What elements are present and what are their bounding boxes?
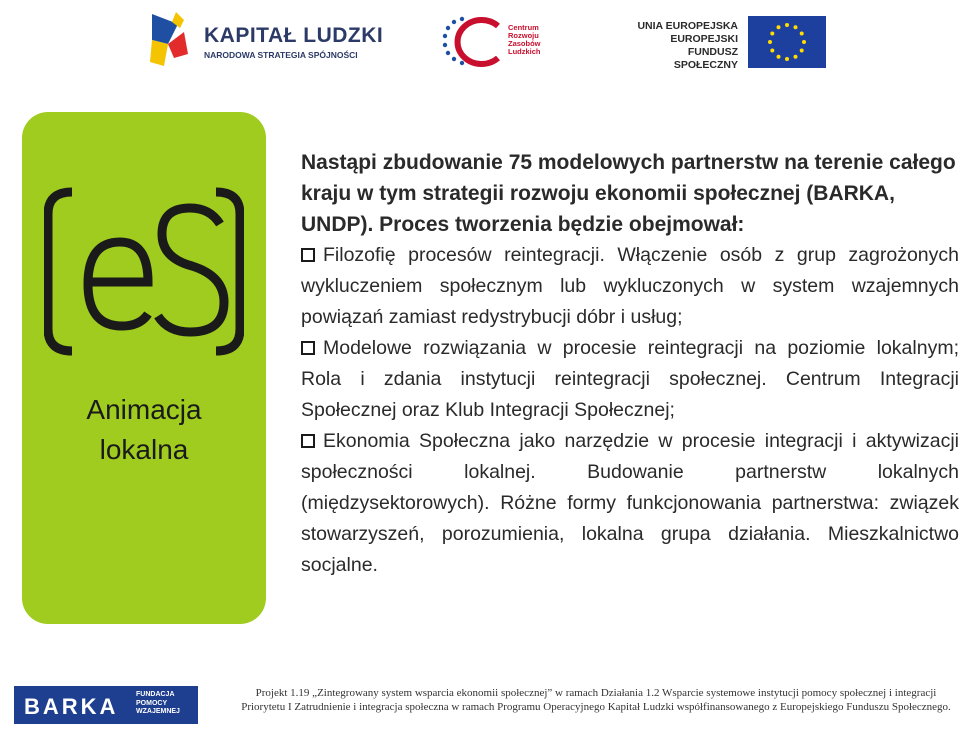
eu-flag-icon xyxy=(748,16,826,68)
kapital-ludzki-emblem-icon xyxy=(148,10,198,74)
logo-bar xyxy=(0,0,960,90)
tile-title-line1: Animacja xyxy=(86,394,202,425)
kapital-ludzki-logo xyxy=(148,10,384,74)
kapital-ludzki-subtitle: NARODOWA STRATEGIA SPÓJNOŚCI xyxy=(204,50,358,60)
list-item-text: Modelowe rozwiązania w procesie reintegracji na poziomie lokalnym; Rola i zdania instytucji reintegracji społecznej. Centrum Integracji Społecznej oraz Klub Integracji Społecznej; xyxy=(301,337,959,421)
eu-text xyxy=(632,20,738,72)
crzl-line: Centrum xyxy=(508,23,539,32)
kapital-ludzki-title: KAPITAŁ LUDZKI xyxy=(204,24,384,47)
project-footer-text: Projekt 1.19 „Zintegrowany system wsparcia ekonomii społecznej” w ramach Działania 1.2 Wsparcie systemowe instytucji pomocy społecznej i integracji Priorytetu I Zatrudnienie i integracja społeczna w ramach Programu Operacyjnego Kapitał Ludzki współfinansowanego z Europejskiego Funduszu Społecznego. xyxy=(241,687,951,713)
content-text xyxy=(301,147,959,581)
crzl-line: Ludzkich xyxy=(508,47,541,56)
list-item xyxy=(301,333,959,426)
barka-logo xyxy=(14,686,198,724)
crzl-emblem-icon xyxy=(440,14,506,70)
crzl-text xyxy=(508,24,552,56)
barka-line: WZAJEMNEJ xyxy=(136,708,180,715)
checkbox-icon xyxy=(301,434,315,448)
eu-logo xyxy=(632,14,827,70)
checkbox-icon xyxy=(301,341,315,355)
barka-line: FUNDACJA xyxy=(136,691,175,698)
intro-paragraph: Nastąpi zbudowanie 75 modelowych partnerstw na terenie całego kraju w tym strategii rozwoju ekonomii społecznej (BARKA, UNDP). Proces tworzenia będzie obejmował: xyxy=(301,151,956,236)
crzl-line: Zasobów xyxy=(508,39,541,48)
barka-line: POMOCY xyxy=(136,699,168,707)
list-item-text: Ekonomia Społeczna jako narzędzie w procesie integracji i aktywizacji społeczności lokalnej. Budowanie partnerstw lokalnych (międzysektorowych). Różne formy funkcjonowania partnerstwa: związek stowarzyszeń, porozumienia, lokalna grupa działania. Mieszkalnictwo socjalne. xyxy=(301,430,959,576)
barka-wordmark: BARKA xyxy=(24,694,119,719)
eu-line: UNIA EUROPEJSKA xyxy=(637,20,738,32)
barka-subtitle xyxy=(136,691,196,717)
tile-title-line2: lokalna xyxy=(99,434,189,465)
tile-title xyxy=(22,390,266,470)
list-item-text: Filozofię procesów reintegracji. Włączenie osób z grup zagrożonych wykluczeniem społecznym lub wykluczonych w system wzajemnych powiązań zamiast redystrybucji dóbr i usług; xyxy=(301,244,959,328)
crzl-logo xyxy=(440,14,552,70)
crzl-line: Rozwoju xyxy=(508,31,539,40)
eu-line: EUROPEJSKI xyxy=(670,33,738,45)
es-logo-icon xyxy=(44,184,244,359)
checkbox-icon xyxy=(301,248,315,262)
animacja-lokalna-tile xyxy=(22,112,266,624)
eu-line: FUNDUSZ SPOŁECZNY xyxy=(673,46,738,71)
list-item xyxy=(301,426,959,581)
list-item xyxy=(301,240,959,333)
footer xyxy=(0,680,960,739)
